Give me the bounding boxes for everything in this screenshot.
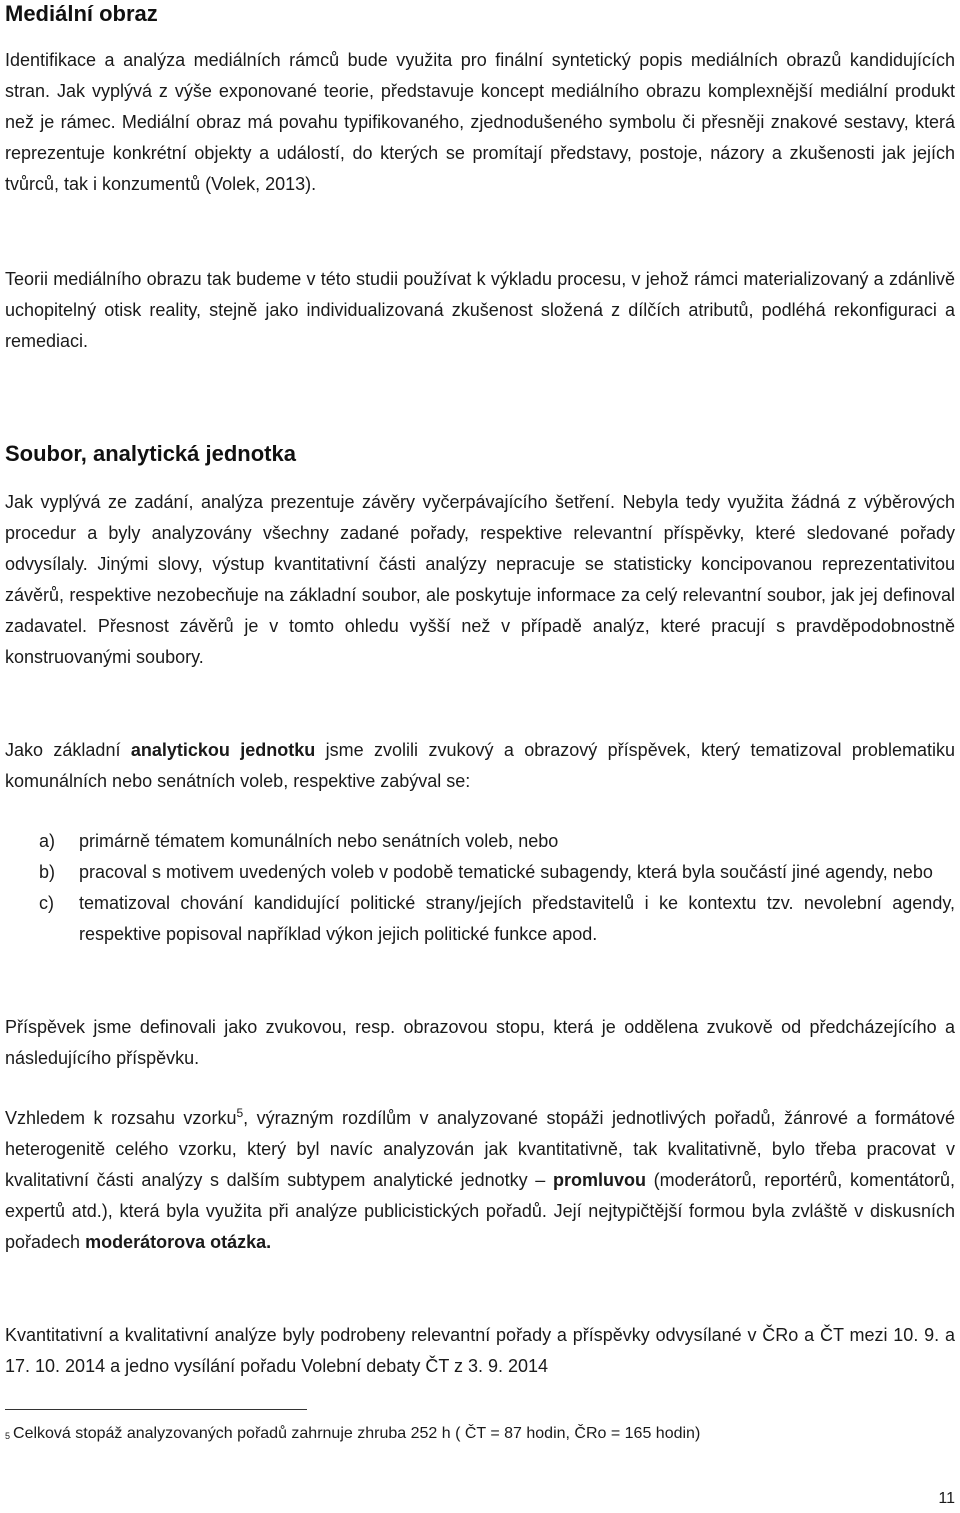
- footnote-reference[interactable]: 5: [236, 1106, 244, 1120]
- paragraph: Jak vyplývá ze zadání, analýza prezentuje závěry vyčerpávajícího šetření. Nebyla tedy využita žádná z výběrových procedur a byly analyzovány všechny zadané pořady, respektive relevantní příspěvky, které sledované pořady odvysílaly. Jinými slovy, výstup kvantitativní části analýzy nepracuje se statisticky koncipovanou reprezentativitou závěrů, respektive nezobecňuje na základní soubor, ale poskytuje informace za celý relevantní soubor, jak jej definoval zadavatel. Přesnost závěrů je v tomto ohledu vyšší než v případě analýz, které pracují s pravděpodobnostně konstruovanými soubory.: [5, 492, 955, 667]
- paragraph: Příspěvek jsme definovali jako zvukovou, resp. obrazovou stopu, která je oddělena zvukově od předcházejícího a následujícího příspěvku.: [5, 1017, 955, 1068]
- criteria-list: [5, 826, 955, 950]
- paragraph: Teorii mediálního obrazu tak budeme v této studii používat k výkladu procesu, v jehož rámci materializovaný a zdánlivě uchopitelný otisk reality, stejně jako individualizovaná zkušenost složená z dílčích atributů, podléhá rekonfiguraci a remediaci.: [5, 269, 955, 351]
- text-run: Vzhledem k rozsahu vzorku: [5, 1108, 237, 1128]
- paragraph: [5, 735, 955, 797]
- list-marker: a): [39, 831, 56, 851]
- list-item-text: primárně tématem komunálních nebo senátních voleb, nebo: [79, 831, 559, 851]
- text-run: Jako základní: [5, 740, 131, 760]
- list-item-text: tematizoval chování kandidující politické strany/jejích představitelů i ke kontextu tzv. nevolební agendy, respektive popisoval například výkon jejich politické funkce apod.: [79, 893, 955, 944]
- paragraph: [5, 1103, 955, 1258]
- text-run: , výrazným rozdílům v analyzované stopáži jednotlivých pořadů, žánrové a formátové heterogenitě celého vzorku, který byl navíc analyzován jak kvantitativně, tak kvalitativně, bylo třeba pracovat v kvalitativní části analýzy s dalším subtypem analytické jednotky –: [5, 1108, 955, 1190]
- bold-term: moderátorova otázka.: [85, 1232, 272, 1252]
- paragraph: Identifikace a analýza mediálních rámců bude využita pro finální syntetický popis mediálních obrazů kandidujících stran. Jak vyplývá z výše exponované teorie, představuje koncept mediálního obrazu komplexnější mediální produkt než je rámec. Mediální obraz má povahu typifikovaného, zjednodušeného symbolu či přesněji znakové sestavy, která reprezentuje konkrétní objekty a událostí, do kterých se promítají představy, postoje, názory a zkušenosti jak jejích tvůrců, tak i konzumentů (Volek, 2013).: [5, 50, 955, 194]
- list-item: [5, 857, 955, 888]
- list-marker: b): [39, 862, 56, 882]
- bold-term: promluvou: [552, 1170, 646, 1190]
- footnote-text: Celková stopáž analyzovaných pořadů zahrnuje zhruba 252 h ( ČT = 87 hodin, ČRo = 165 hodin): [13, 1425, 701, 1442]
- section-heading-soubor: Soubor, analytická jednotka: [5, 441, 296, 466]
- page-number: 11: [938, 1490, 955, 1507]
- footnote-number: 5: [5, 1431, 11, 1441]
- section-heading-medialni-obraz: Mediální obraz: [5, 1, 158, 26]
- footnote-separator: [5, 1409, 307, 1410]
- footnote: [5, 1421, 700, 1447]
- list-item-text: pracoval s motivem uvedených voleb v podobě tematické subagendy, která byla součástí jiné agendy, nebo: [79, 862, 933, 882]
- list-marker: c): [39, 893, 54, 913]
- text-run: (moderátorů, reportérů, komentátorů, expertů atd.), která byla využita při analýze publicistických pořadů. Její nejtypičtější formou byla zvláště v diskusních pořadech: [5, 1170, 955, 1252]
- bold-term: analytickou jednotku: [130, 740, 316, 760]
- paragraph: Kvantitativní a kvalitativní analýze byly podrobeny relevantní pořady a příspěvky odvysílané v ČRo a ČT mezi 10. 9. a 17. 10. 2014 a jedno vysílání pořadu Volební debaty ČT z 3. 9. 2014: [5, 1325, 955, 1376]
- list-item: [5, 888, 955, 950]
- text-run: jsme zvolili zvukový a obrazový příspěvek, který tematizoval problematiku komunálních nebo senátních voleb, respektive zabýval se:: [5, 740, 955, 791]
- list-item: [5, 826, 955, 857]
